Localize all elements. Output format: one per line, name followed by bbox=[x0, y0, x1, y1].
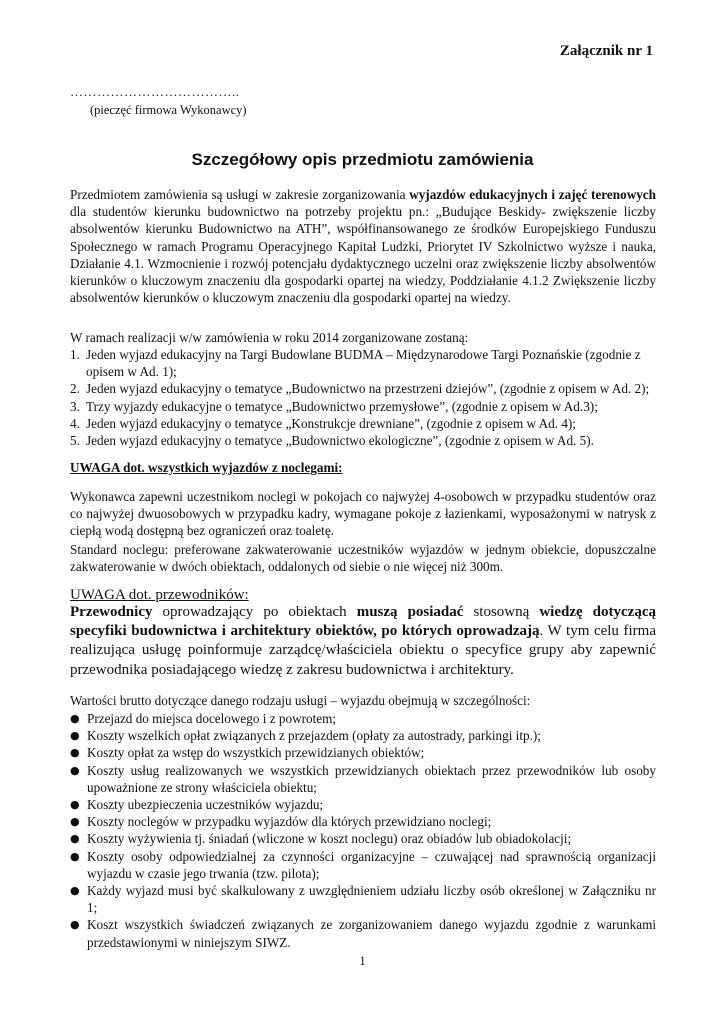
plan-intro: W ramach realizacji w/w zamówienia w roku 2014 zorganizowane zostaną: bbox=[70, 330, 469, 345]
list-text: Koszty wszelkich opłat związanych z przejazdem (opłaty za autostrady, parkingi itp.); bbox=[87, 728, 541, 744]
list-text: Koszty ubezpieczenia uczestników wyjazdu; bbox=[87, 797, 324, 813]
list-text: Koszt wszystkich świadczeń związanych ze zorganizowaniem danego wyjazdu zgodnie z warunkami przedstawionymi w niniejszym SIWZ. bbox=[87, 917, 656, 950]
list-number: 3. bbox=[70, 398, 80, 414]
list-text: Koszty osoby odpowiedzialnej za czynności organizacyjne – czuwającej nad sprawnością organizacji wyjazdu w czasie jego trwania (tzw. pilota); bbox=[87, 848, 656, 881]
list-item bbox=[70, 346, 656, 380]
list-number: 5. bbox=[70, 433, 80, 449]
page-title: Szczegółowy opis przedmiotu zamówienia bbox=[191, 150, 534, 169]
list-text: Przejazd do miejsca docelowego i z powrotem; bbox=[87, 711, 337, 726]
list-item bbox=[70, 432, 656, 449]
list-text: Każdy wyjazd musi być skalkulowany z uwzględnieniem udziału liczby osób określonej w Załączniku nr 1; bbox=[87, 883, 656, 916]
list-text: Koszty noclegów w przypadku wyjazdów dla których przewidziano noclegi; bbox=[87, 814, 492, 830]
guides-text-1: oprowadzający po obiektach bbox=[152, 604, 357, 620]
annex-label: Załącznik nr 1 bbox=[559, 43, 653, 59]
stamp-dotted-line: ……………………………….. bbox=[70, 84, 240, 99]
guides-notice-heading: UWAGA dot. przewodników: bbox=[70, 587, 249, 603]
list-text: Trzy wyjazdy edukacyjne o tematyce „Budownictwo przemysłowe”, (zgodnie z opisem w Ad.3); bbox=[86, 398, 598, 414]
bullet-icon: ● bbox=[70, 918, 80, 932]
list-text: Koszty opłat za wstęp do wszystkich przewidzianych obiektów; bbox=[87, 745, 425, 761]
intro-paragraph bbox=[70, 186, 656, 306]
list-item bbox=[70, 727, 656, 744]
intro-text-2: dla studentów kierunku budownictwo na potrzeby projektu pn.: „Budujące Beskidy- zwiększenie liczby absolwentów kierunku Budownictwo na ATH”, współfinansowanego ze środków Europejskiego Funduszu Społecznego w ramach Programu Operacyjnego Kapitał Ludzki, Priorytet IV Szkolnictwo wyższe i nauka, Działanie 4.1. Wzmocnienie i rozwój potencjału dydaktycznego uczelni oraz zwiększenie liczby absolwentów kierunków o kluczowym znaczeniu dla gospodarki opartej na wiedzy, Poddziałanie 4.1.2 Zwiększenie liczby absolwentów kierunków o kluczowym znaczeniu dla gospodarki opartej na wiedzy. bbox=[70, 204, 656, 306]
bullet-icon: ● bbox=[70, 815, 80, 829]
list-number: 4. bbox=[70, 415, 80, 431]
accommodation-paragraph: Wykonawca zapewni uczestnikom noclegi w pokojach co najwyżej 4-osobowch w przypadku studentów oraz co najwyżej dwuosobowych w przypadku kadry, wymagane pokoje z łazienkami, wyposażonymi w natrysk z ciepłą wodą dostępną bez ograniczeń oraz toaletę. bbox=[70, 489, 656, 539]
guides-bold-2: muszą posiadać bbox=[356, 604, 464, 620]
list-text: Koszty usług realizowanych we wszystkich przewidzianych obiektach przez przewodników lub osoby upoważnione ze strony właściciela obiektu; bbox=[87, 762, 656, 795]
list-item bbox=[70, 916, 656, 950]
list-item bbox=[70, 830, 656, 847]
guides-bold-1: Przewodnicy bbox=[70, 604, 153, 620]
values-intro: Wartości brutto dotyczące danego rodzaju usługi – wyjazdu obejmują w szczególności: bbox=[70, 693, 531, 708]
list-number: 1. bbox=[70, 347, 80, 362]
bullet-icon: ● bbox=[70, 712, 80, 725]
bullet-icon: ● bbox=[70, 798, 80, 812]
list-text: Jeden wyjazd edukacyjny o tematyce „Budownictwo na przestrzeni dziejów”, (zgodnie z opisem w Ad. 2); bbox=[86, 381, 650, 397]
list-text: Koszty wyżywienia tj. śniadań (wliczone w koszt noclegu) oraz obiadów lub obiadokolacji; bbox=[87, 831, 572, 847]
list-text: Jeden wyjazd edukacyjny o tematyce „Budownictwo ekologiczne”, (zgodnie z opisem w Ad. 5). bbox=[86, 433, 594, 449]
guides-paragraph bbox=[70, 603, 656, 680]
list-text: Jeden wyjazd edukacyjny o tematyce „Konstrukcje drewniane”, (zgodnie z opisem w Ad. 4); bbox=[86, 415, 576, 431]
list-item bbox=[70, 398, 656, 415]
plan-list bbox=[70, 346, 656, 449]
guides-text-2: stosowną bbox=[463, 604, 540, 620]
bullet-icon: ● bbox=[70, 884, 80, 898]
list-item bbox=[70, 762, 656, 796]
bullet-icon: ● bbox=[70, 849, 80, 863]
stamp-caption: (pieczęć firmowa Wykonawcy) bbox=[90, 103, 247, 117]
list-number: 2. bbox=[70, 381, 80, 397]
list-item bbox=[70, 796, 656, 813]
accommodation-notice-heading: UWAGA dot. wszystkich wyjazdów z noclegami: bbox=[70, 460, 343, 475]
list-item bbox=[70, 380, 656, 397]
bullet-icon: ● bbox=[70, 729, 80, 743]
guides-bold-3: wiedzę dotyczącą specyfiki budownictwa i architektury obiektów, po których oprowadzają bbox=[70, 604, 656, 640]
list-item bbox=[70, 415, 656, 432]
page-number: 1 bbox=[359, 954, 366, 968]
bullet-icon: ● bbox=[70, 746, 80, 760]
list-text: Jeden wyjazd edukacyjny na Targi Budowlane BUDMA – Międzynarodowe Targi Poznańskie (zgodnie z opisem w Ad. 1); bbox=[86, 347, 641, 380]
intro-text-1: Przedmiotem zamówienia są usługi w zakresie zorganizowania bbox=[70, 187, 410, 202]
guides-text-3: . W tym celu firma realizująca usługę poinformuje zarządcę/właściciela obiektu o specyfice grupy aby zapewnić przewodnika posiadającego wiedzę z zakresu budownictwa i architektury. bbox=[70, 623, 656, 678]
list-item bbox=[70, 813, 656, 830]
accommodation-standard-paragraph: Standard noclegu: preferowane zakwaterowanie uczestników wyjazdów w jednym obiekcie, dopuszczalne zakwaterowanie w dwóch obiektach, oddalonych od siebie o nie więcej niż 300m. bbox=[70, 542, 656, 575]
bullet-icon: ● bbox=[70, 832, 80, 846]
list-item bbox=[70, 848, 656, 882]
intro-bold-1: wyjazdów edukacyjnych i zajęć terenowych bbox=[409, 187, 656, 202]
list-item bbox=[70, 710, 656, 727]
list-item bbox=[70, 882, 656, 916]
list-item bbox=[70, 744, 656, 761]
values-bullet-list bbox=[70, 710, 656, 951]
bullet-icon: ● bbox=[70, 763, 80, 777]
